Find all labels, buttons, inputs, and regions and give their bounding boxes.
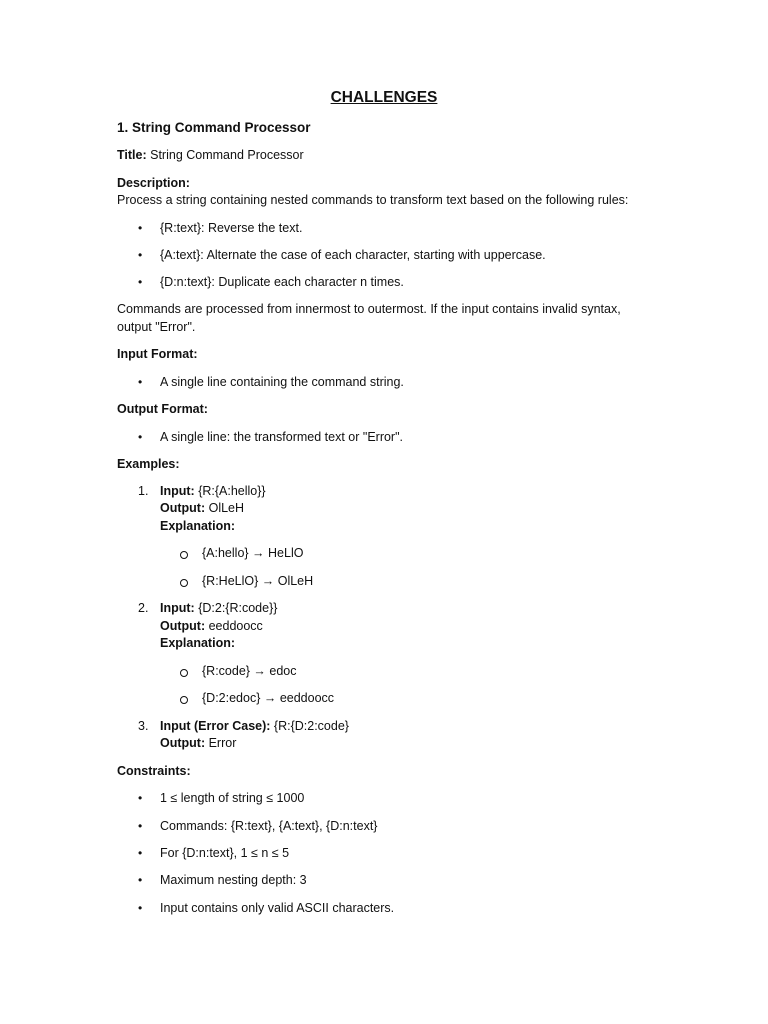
input-label: Input: [160,484,195,498]
note-line-2: output "Error". [117,320,196,334]
input-value: {R:{A:hello}} [194,484,266,498]
example-output [160,735,236,752]
rule-item: {A:text}: Alternate the case of each character, starting with uppercase. [160,248,546,262]
constraint-item: Commands: {R:text}, {A:text}, {D:n:text} [160,819,378,833]
output-label: Output: [160,619,206,633]
example-input [160,600,277,617]
explanation-step: {D:2:edoc} → eeddoocc [202,691,335,705]
constraint-item: Maximum nesting depth: 3 [160,873,307,887]
input-label: Input (Error Case): [160,719,271,733]
example-number: 3. [138,719,149,733]
circle-bullet-icon [180,669,188,677]
title-line [117,147,304,164]
note-line-1: Commands are processed from innermost to outermost. If the input contains invalid syntax, [117,302,621,316]
output-value: eeddoocc [205,619,263,633]
constraint-item: Input contains only valid ASCII characters. [160,901,395,915]
bullet-icon: • [138,248,143,262]
description-text: Process a string containing nested commands to transform text based on the following rules: [117,193,629,207]
example-number: 2. [138,601,149,615]
circle-bullet-icon [180,551,188,559]
bullet-icon: • [138,221,143,235]
explanation-step: {R:HeLlO} → OlLeH [202,574,314,588]
rule-item: {D:n:text}: Duplicate each character n times. [160,275,404,289]
output-format-item: A single line: the transformed text or "Error". [160,430,404,444]
output-value: OlLeH [205,501,245,515]
explanation-label: Explanation: [160,519,236,533]
output-value: Error [205,736,237,750]
explanation-step: {R:code} → edoc [202,664,297,678]
input-label: Input: [160,601,195,615]
title-label: Title: [117,148,147,162]
title-value: String Command Processor [146,148,304,162]
challenge-heading: 1. String Command Processor [117,120,311,135]
bullet-icon: • [138,791,143,805]
constraint-item: 1 ≤ length of string ≤ 1000 [160,791,305,805]
input-value: {D:2:{R:code}} [194,601,278,615]
output-label: Output: [160,736,206,750]
constraints-label: Constraints: [117,764,191,778]
input-format-label: Input Format: [117,347,198,361]
output-label: Output: [160,501,206,515]
rule-item: {R:text}: Reverse the text. [160,221,303,235]
bullet-icon: • [138,901,143,915]
bullet-icon: • [138,275,143,289]
bullet-icon: • [138,819,143,833]
page-title: CHALLENGES [330,89,438,106]
bullet-icon: • [138,375,143,389]
bullet-icon: • [138,873,143,887]
input-value: {R:{D:2:code} [270,719,349,733]
example-output [160,500,244,517]
circle-bullet-icon [180,579,188,587]
example-number: 1. [138,484,149,498]
constraint-item: For {D:n:text}, 1 ≤ n ≤ 5 [160,846,290,860]
example-input [160,718,349,735]
input-format-item: A single line containing the command string. [160,375,404,389]
circle-bullet-icon [180,696,188,704]
bullet-icon: • [138,430,143,444]
output-format-label: Output Format: [117,402,208,416]
bullet-icon: • [138,846,143,860]
example-input [160,483,266,500]
example-output [160,618,263,635]
explanation-label: Explanation: [160,636,236,650]
examples-label: Examples: [117,457,180,471]
description-label: Description: [117,176,190,190]
explanation-step: {A:hello} → HeLlO [202,546,304,560]
